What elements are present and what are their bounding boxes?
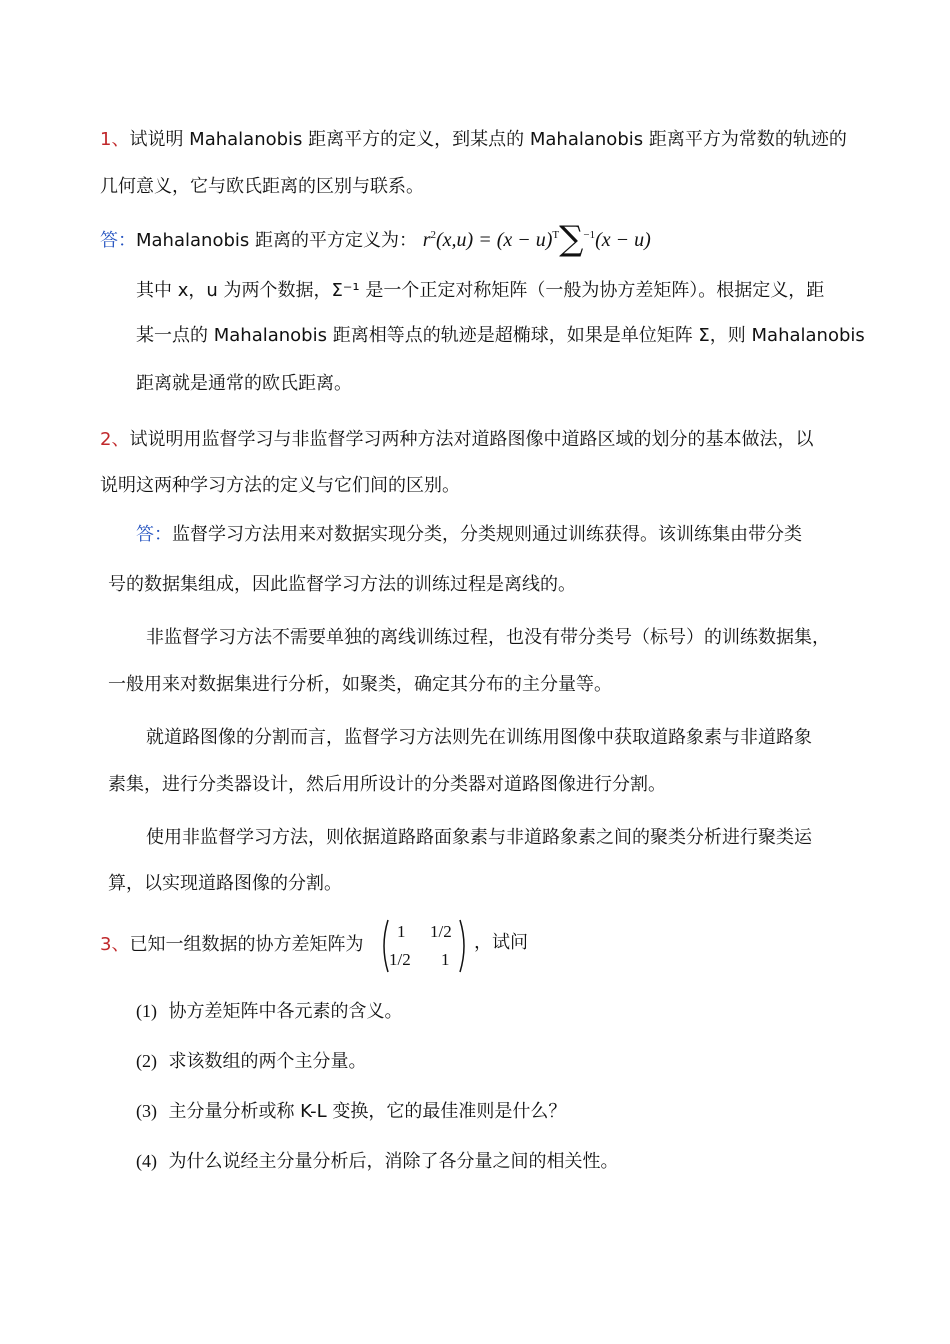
question-3-lead: 已知一组数据的协方差矩阵为 [129, 934, 364, 955]
answer-1-line-4: 距离就是通常的欧氏距离。 [136, 373, 352, 394]
answer-2-p4-line-1: 使用非监督学习方法，则依据道路路面象素与非道路象素之间的聚类分析进行聚类运 [146, 827, 812, 848]
question-3-item-3: (3) 主分量分析或称 K-L 变换，它的最佳准则是什么？ [136, 1101, 567, 1122]
answer-2-p1-line-2: 号的数据集组成，因此监督学习方法的训练过程是离线的。 [108, 574, 576, 595]
question-3-line-1 [100, 932, 363, 958]
answer-1-label: 答： [100, 230, 136, 251]
matrix-cell-21: 1/2 [389, 950, 411, 969]
matrix-cell-11: 1 [397, 922, 406, 941]
question-2-line-2: 说明这两种学习方法的定义与它们间的区别。 [100, 475, 460, 496]
question-2-number: 2、 [100, 429, 130, 450]
answer-2-p4-line-2: 算，以实现道路图像的分割。 [108, 873, 342, 894]
question-1-text: 试说明 Mahalanobis 距离平方的定义，到某点的 Mahalanobis 距离平方为常数的轨迹的 [129, 129, 847, 150]
question-2-text: 试说明用监督学习与非监督学习两种方法对道路图像中道路区域的划分的基本做法，以 [129, 429, 814, 450]
answer-1-lead: Mahalanobis 距离的平方定义为： [136, 230, 417, 251]
question-2-line-1 [100, 427, 813, 453]
answer-2-p3-line-1: 就道路图像的分割而言，监督学习方法则先在训练用图像中获取道路象素与非道路象 [146, 727, 812, 748]
matrix-cell-12: 1/2 [430, 922, 452, 941]
matrix-cell-22: 1 [441, 950, 450, 969]
covariance-matrix [378, 918, 470, 974]
mahalanobis-formula: $r^2(x,u) = (x - u)^T\sum^{-1}(x - u)$ [422, 219, 651, 259]
answer-1-line-1 [100, 219, 651, 259]
answer-2-label: 答： [136, 524, 172, 545]
question-1-number: 1、 [100, 129, 130, 150]
sigma-symbol: ∑ [559, 219, 584, 259]
answer-1-line-3: 某一点的 Mahalanobis 距离相等点的轨迹是超椭球，如果是单位矩阵 Σ，则 Mahalanobis [136, 325, 865, 346]
question-3-item-2: (2) 求该数组的两个主分量。 [136, 1051, 367, 1072]
right-parenthesis [458, 918, 470, 974]
answer-2-p1-line-1: 答：监督学习方法用来对数据实现分类，分类规则通过训练获得。该训练集由带分类 [136, 524, 802, 545]
answer-2-p2-line-1: 非监督学习方法不需要单独的离线训练过程，也没有带分类号（标号）的训练数据集， [146, 627, 830, 648]
question-1-line-1 [100, 127, 847, 153]
question-3-tail: ，试问 [474, 932, 528, 953]
question-3-item-1: (1) 协方差矩阵中各元素的含义。 [136, 1001, 403, 1022]
answer-2-p3-line-2: 素集，进行分类器设计，然后用所设计的分类器对道路图像进行分割。 [108, 774, 666, 795]
answer-1-line-2: 其中 x，u 为两个数据，Σ⁻¹ 是一个正定对称矩阵（一般为协方差矩阵）。根据定义，距 [136, 280, 825, 301]
answer-2-p2-line-2: 一般用来对数据集进行分析，如聚类，确定其分布的主分量等。 [108, 674, 612, 695]
question-1-line-2: 几何意义，它与欧氏距离的区别与联系。 [100, 176, 424, 197]
question-3-number: 3、 [100, 934, 130, 955]
question-3-item-4: (4) 为什么说经主分量分析后，消除了各分量之间的相关性。 [136, 1151, 619, 1172]
